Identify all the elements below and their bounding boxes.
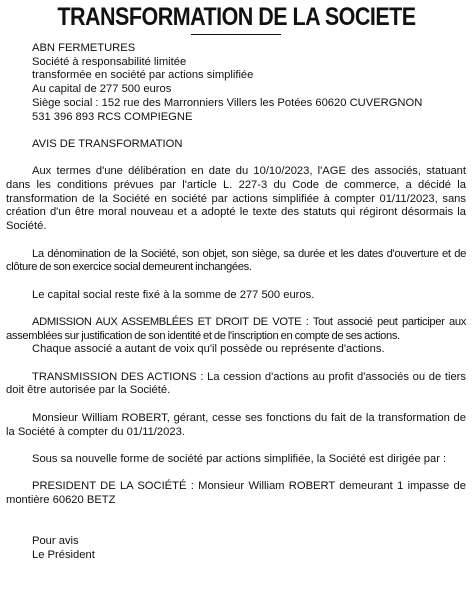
spacer (6, 357, 466, 371)
company-address: Siège social : 152 rue des Marronniers Villers les Potées 60620 CUVERGNON (32, 96, 423, 109)
paragraph-direction: Sous sa nouvelle forme de société par actions simplifiée, la Société est dirigée par : (32, 452, 447, 465)
paragraph-deliberation: Aux termes d'une délibération en date du 10/10/2023, l'AGE des associés, statuant dans les conditions prévues par l'article L. 227-3 du Code de commerce, a décidé la transformation de la Société en société par actions simplifiée à compter 01/11/2023, sans création d'un être moral nouveau et a adopté le texte des statuts qui régiront désormais la Société. (6, 165, 466, 233)
paragraph-transmission: TRANSMISSION DES ACTIONS : La cession d'actions au profit d'associés ou de tiers doit être autorisée par la Société. (6, 370, 466, 397)
company-header (6, 42, 466, 124)
paragraph-denomination: La dénomination de la Société, son objet, son siège, sa durée et les dates d'ouverture et de clôture de son exercice social demeurent inchangées. (6, 247, 466, 274)
signature-president: Le Président (32, 548, 95, 561)
notice-body (6, 42, 466, 563)
title-underline (191, 34, 281, 35)
spacer (6, 302, 466, 316)
paragraph-admission: ADMISSION AUX ASSEMBLÉES ET DROIT DE VOTE : Tout associé peut participer aux assemblées sur justification de son identité et de l'inscription en compte de ses actions. (6, 315, 466, 342)
spacer (6, 234, 466, 248)
spacer (6, 124, 466, 138)
company-rcs: 531 396 893 RCS COMPIEGNE (32, 110, 193, 123)
notice-heading: AVIS DE TRANSFORMATION (32, 137, 183, 150)
spacer (6, 275, 466, 289)
paragraph-votes: Chaque associé a autant de voix qu'il possède ou représente d'actions. (32, 343, 385, 356)
spacer (6, 152, 466, 166)
notice-title: TRANSFORMATION DE LA SOCIETE (57, 3, 416, 31)
company-name: ABN FERMETURES (32, 42, 136, 54)
paragraph-capital: Le capital social reste fixé à la somme de 277 500 euros. (32, 288, 315, 301)
spacer (6, 439, 466, 453)
spacer (6, 521, 466, 535)
company-capital: Au capital de 277 500 euros (32, 83, 172, 96)
company-form: Société à responsabilité limitée (32, 55, 187, 68)
signature-pour-avis: Pour avis (32, 535, 79, 548)
paragraph-president: PRESIDENT DE LA SOCIÉTÉ : Monsieur William ROBERT demeurant 1 impasse de montière 60620 BETZ (6, 480, 466, 507)
company-transformed: transformée en société par actions simplifiée (32, 69, 254, 82)
spacer (6, 398, 466, 412)
spacer (6, 467, 466, 481)
spacer (6, 508, 466, 522)
paragraph-gerant: Monsieur William ROBERT, gérant, cesse ses fonctions du fait de la transformation de la Société à compter du 01/11/2023. (6, 411, 466, 438)
